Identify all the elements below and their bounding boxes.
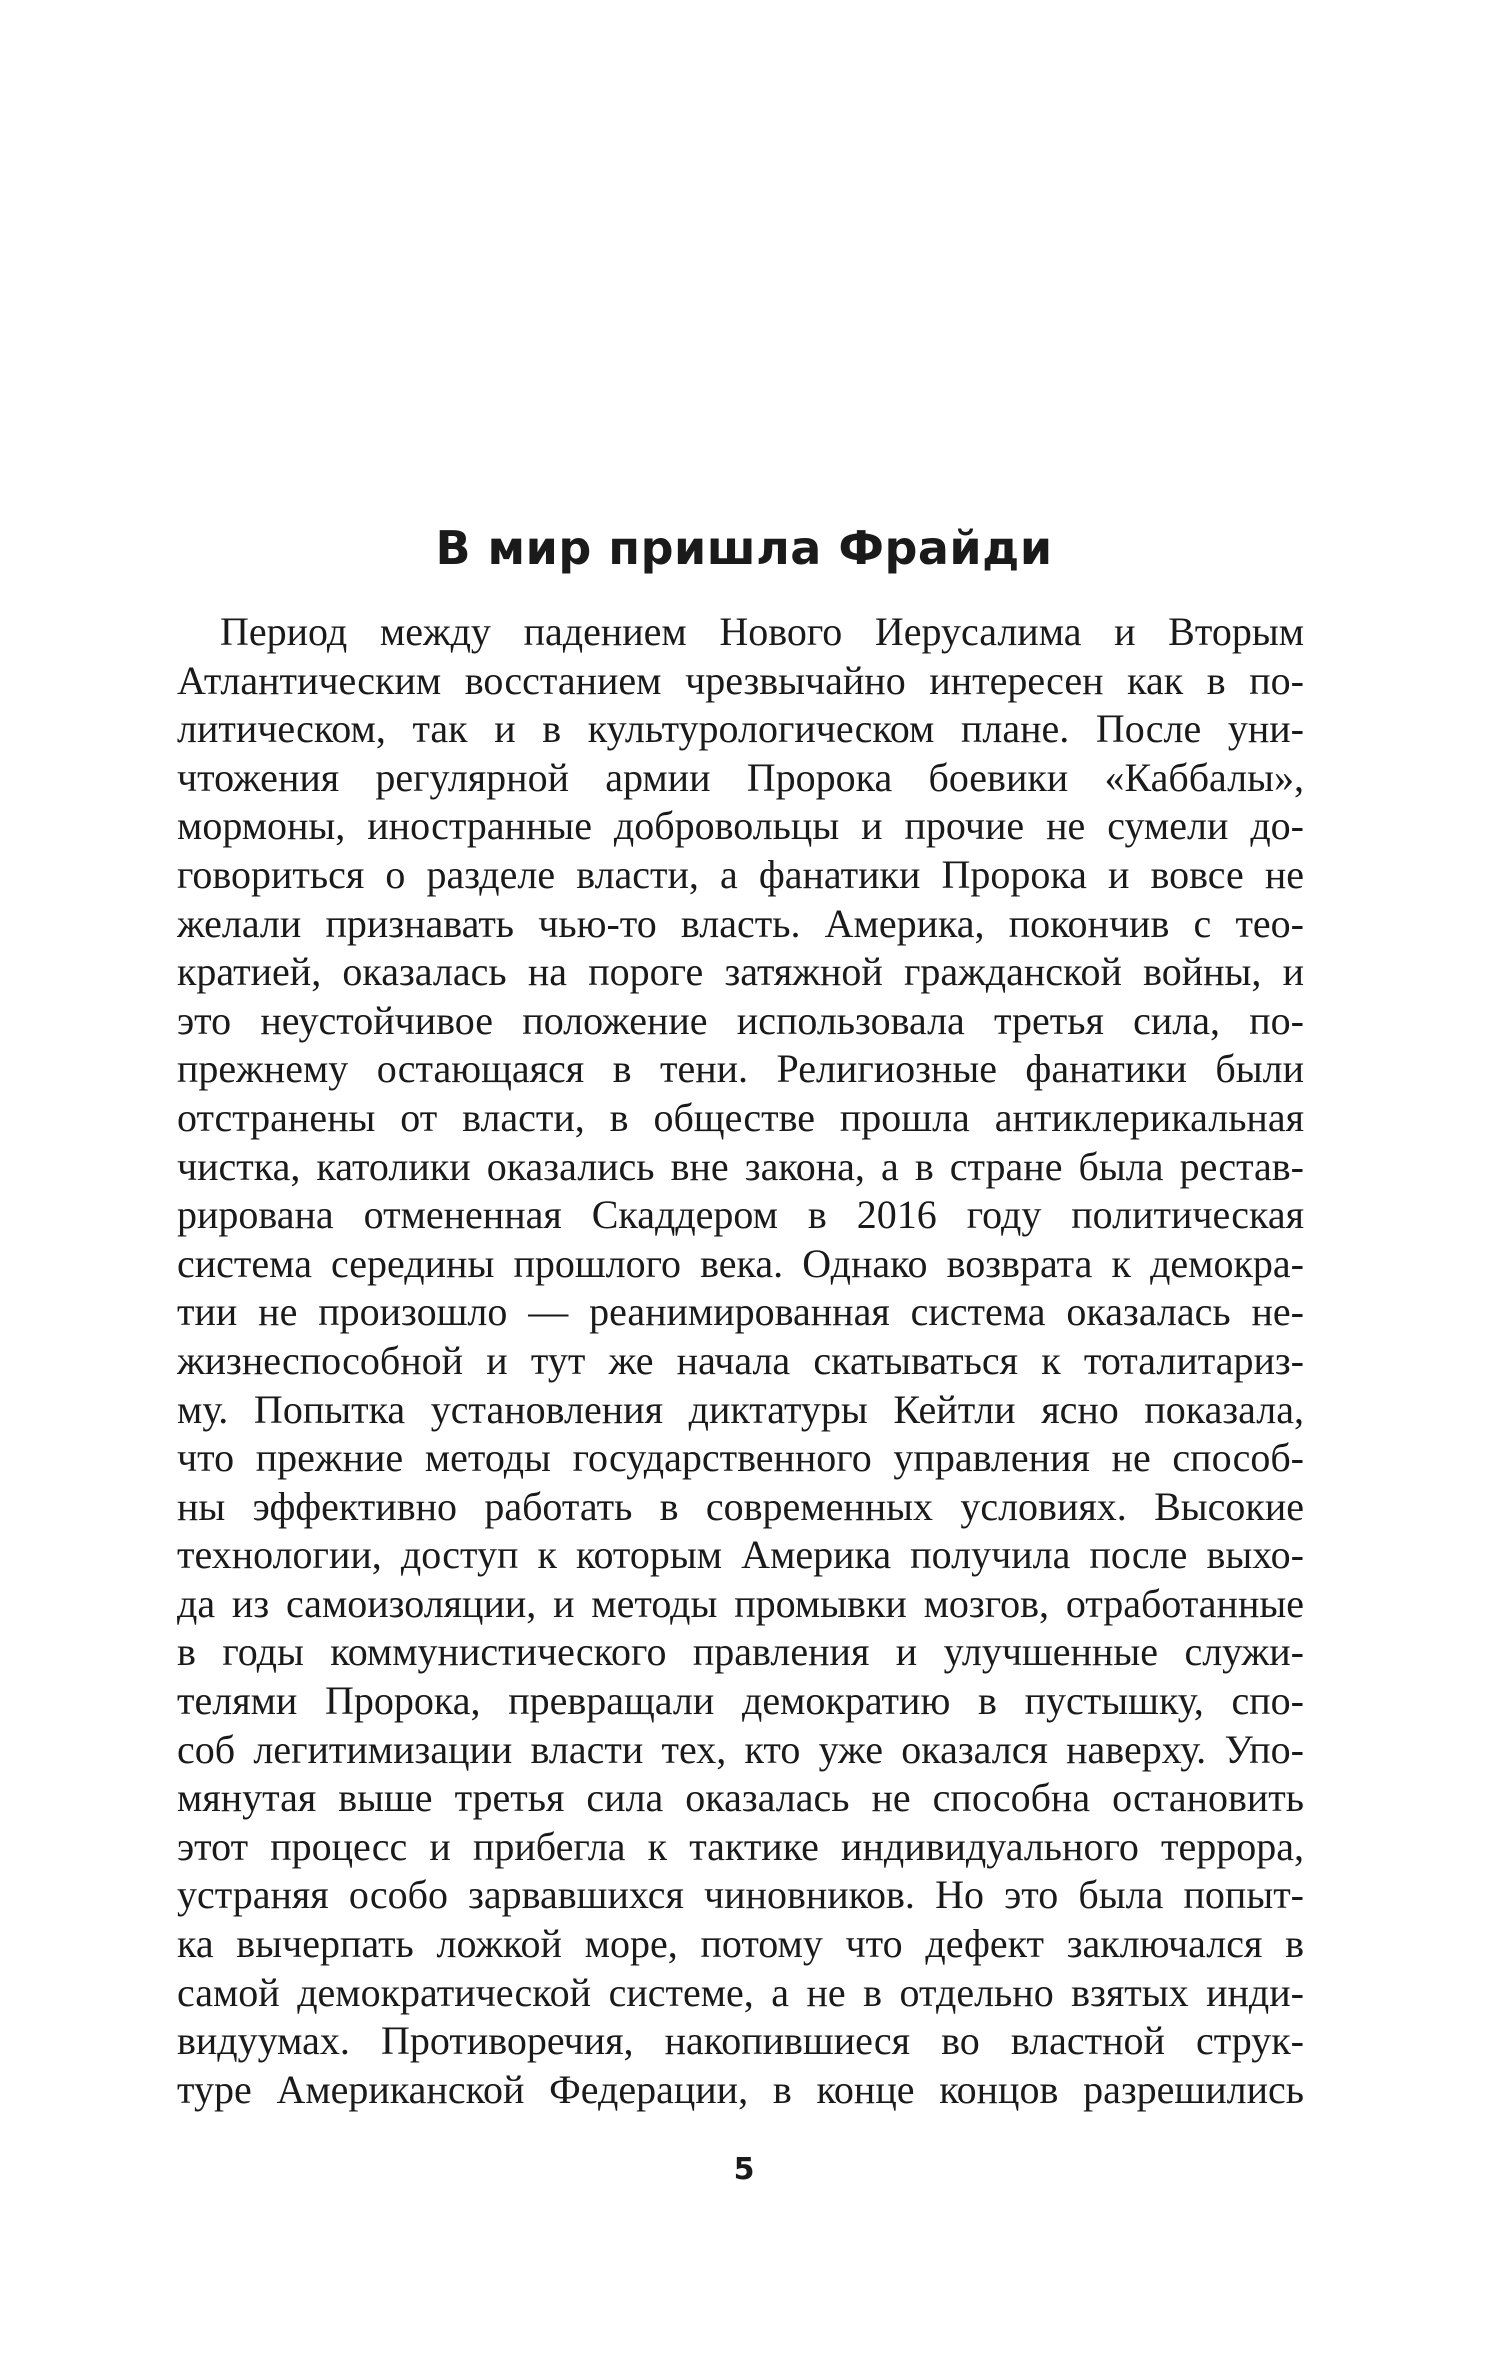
- text-line: чтожения регулярной армии Пророка боевики «Каббалы»,: [177, 754, 1304, 800]
- text-line: этот процесс и прибегла к тактике индивидуального террора,: [177, 1823, 1304, 1869]
- text-line: мянутая выше третья сила оказалась не способна остановить: [177, 1775, 1304, 1821]
- text-line: самой демократической системе, а не в отдельно взятых инди-: [177, 1969, 1304, 2015]
- text-line: чистка, католики оказались вне закона, а в стране была рестав-: [177, 1143, 1304, 1189]
- text-line: Атлантическим восстанием чрезвычайно интересен как в по-: [177, 657, 1304, 703]
- text-line: устраняя особо зарвавшихся чиновников. Но это была попыт-: [177, 1872, 1304, 1918]
- text-line: литическом, так и в культурологическом плане. После уни-: [177, 706, 1304, 752]
- text-line: мормоны, иностранные добровольцы и прочие не сумели до-: [177, 803, 1304, 849]
- text-line: видуумах. Противоречия, накопившиеся во властной струк-: [177, 2018, 1304, 2064]
- chapter-title: В мир пришла Фрайди: [435, 521, 1053, 575]
- body-text: [177, 608, 1304, 2114]
- text-line: туре Американской Федерации, в конце концов разрешились: [177, 2066, 1304, 2112]
- page-number: 5: [733, 2152, 755, 2187]
- text-line: Период между падением Нового Иерусалима и Вторым: [220, 609, 1304, 654]
- text-line: желали признавать чью-то власть. Америка, покончив с тео-: [177, 900, 1304, 946]
- text-line: тии не произошло — реанимированная система оказалась не-: [177, 1289, 1304, 1335]
- text-line: жизнеспособной и тут же начала скатываться к тоталитариз-: [177, 1337, 1304, 1383]
- text-line: ны эффективно работать в современных условиях. Высокие: [177, 1483, 1304, 1529]
- text-line: му. Попытка установления диктатуры Кейтли ясно показала,: [177, 1386, 1304, 1432]
- text-line: кратией, оказалась на пороге затяжной гражданской войны, и: [177, 949, 1304, 995]
- text-line: прежнему остающаяся в тени. Религиозные фанатики были: [177, 1046, 1304, 1092]
- text-line: рирована отмененная Скаддером в 2016 году политическая: [177, 1192, 1304, 1238]
- text-line: телями Пророка, превращали демократию в пустышку, спо-: [177, 1678, 1304, 1724]
- text-line: отстранены от власти, в обществе прошла антиклерикальная: [177, 1094, 1304, 1140]
- text-line: соб легитимизации власти тех, кто уже оказался наверху. Упо-: [177, 1726, 1304, 1772]
- text-line: ка вычерпать ложкой море, потому что дефект заключался в: [177, 1921, 1304, 1967]
- text-line: это неустойчивое положение использовала третья сила, по-: [177, 997, 1304, 1043]
- text-line: в годы коммунистического правления и улучшенные служи-: [177, 1629, 1304, 1675]
- text-line: технологии, доступ к которым Америка получила после выхо-: [177, 1532, 1304, 1578]
- text-line: говориться о разделе власти, а фанатики Пророка и вовсе не: [177, 851, 1304, 897]
- text-line: да из самоизоляции, и методы промывки мозгов, отработанные: [177, 1580, 1304, 1626]
- text-line: система середины прошлого века. Однако возврата к демокра-: [177, 1240, 1304, 1286]
- text-line: что прежние методы государственного управления не способ-: [177, 1435, 1304, 1481]
